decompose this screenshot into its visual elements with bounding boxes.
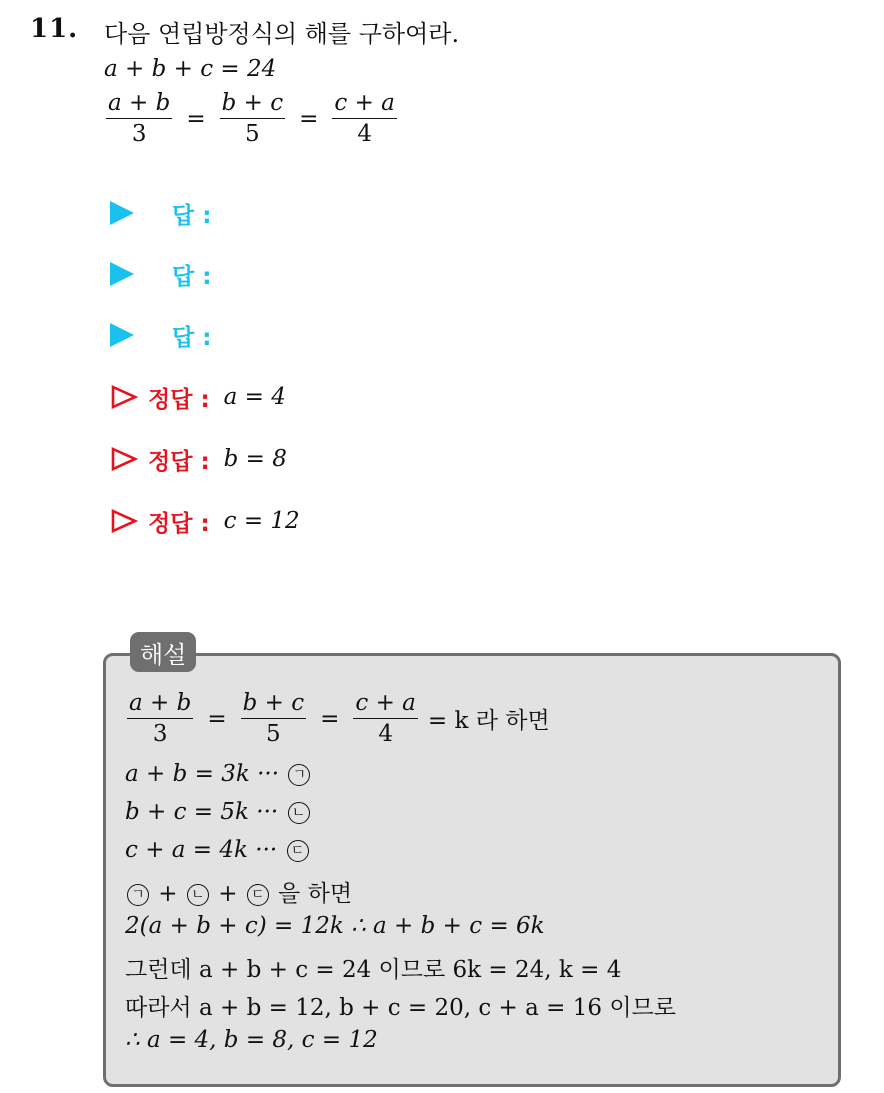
fraction-3-denominator: 4 [378,721,393,748]
solution-line-2: b + c = 5k ··· ㄴ [125,799,312,825]
fraction-3 [332,90,397,148]
solution-line-6: 그런데 a + b + c = 24 이므로 6k = 24, k = 4 [125,957,622,983]
play-triangle-icon [110,262,134,286]
correct-answer-row-b [110,444,287,474]
outline-triangle-icon [110,508,138,534]
fraction-1 [106,90,172,148]
fraction-3-numerator: c + a [353,690,418,719]
correct-answer-label: 정답 : [148,386,210,413]
solution-fraction-line [125,690,550,748]
solution-add-text: 을 하면 [278,881,353,907]
fraction-1-denominator: 3 [152,721,168,748]
answer-label: 답 : [172,263,212,290]
play-triangle-icon [110,201,134,225]
fraction-3-numerator: c + a [332,90,397,119]
equation-sum: a + b + c = 24 [104,56,277,82]
fraction-1 [127,690,193,748]
correct-answer-label: 정답 : [148,448,210,475]
fraction-3-denominator: 4 [357,121,372,148]
correct-answer-value: a = 4 [223,384,286,410]
fraction-2 [241,690,307,748]
solution-line-1: a + b = 3k ··· ㄱ [125,761,312,787]
circled-giyeok-icon: ㄱ [288,764,310,786]
solution-line-5: 2(a + b + c) = 12k ∴ a + b + c = 6k [125,913,545,939]
solution-line-7: 따라서 a + b = 12, b + c = 20, c + a = 16 이므로 [125,995,676,1021]
outline-triangle-icon [110,446,138,472]
circled-digeut-icon: ㄷ [287,840,309,862]
question-number: 11. [30,14,79,44]
question-text: 다음 연립방정식의 해를 구하여라. [104,20,460,48]
fraction-3 [353,690,418,748]
circled-giyeok-icon: ㄱ [127,884,149,906]
circled-nieun-icon: ㄴ [288,802,310,824]
equation-fractions [104,90,399,148]
circled-digeut-icon: ㄷ [247,884,269,906]
correct-answer-row-c [110,506,300,536]
fraction-2-denominator: 5 [266,721,281,748]
correct-answer-value: b = 8 [223,446,287,472]
equals-sign: = [186,105,206,132]
answer-label: 답 : [172,324,212,351]
equals-sign: = [299,105,319,132]
equals-sign: = [320,705,340,732]
fraction-2-numerator: b + c [241,690,307,719]
correct-answer-label: 정답 : [148,510,210,537]
play-triangle-icon [110,323,134,347]
answer-row-2 [110,259,211,289]
fraction-1-numerator: a + b [127,690,193,719]
solution-line-8: ∴ a = 4, b = 8, c = 12 [125,1027,378,1053]
fraction-2 [220,90,286,148]
solution-tag: 해설 [130,632,196,672]
solution-let-k: = k 라 하면 [427,708,550,735]
correct-answer-value: c = 12 [223,508,300,534]
fraction-1-denominator: 3 [131,121,147,148]
circled-nieun-icon: ㄴ [187,884,209,906]
fraction-2-numerator: b + c [220,90,286,119]
answer-label: 답 : [172,202,212,229]
fraction-1-numerator: a + b [106,90,172,119]
equals-sign: = [207,705,227,732]
correct-answer-row-a [110,382,286,412]
answer-row-3 [110,320,211,350]
answer-row-1 [110,198,211,228]
outline-triangle-icon [110,384,138,410]
solution-line-3: c + a = 4k ··· ㄷ [125,837,311,863]
fraction-2-denominator: 5 [245,121,260,148]
solution-line-4: ㄱ + ㄴ + ㄷ 을 하면 [125,875,352,908]
